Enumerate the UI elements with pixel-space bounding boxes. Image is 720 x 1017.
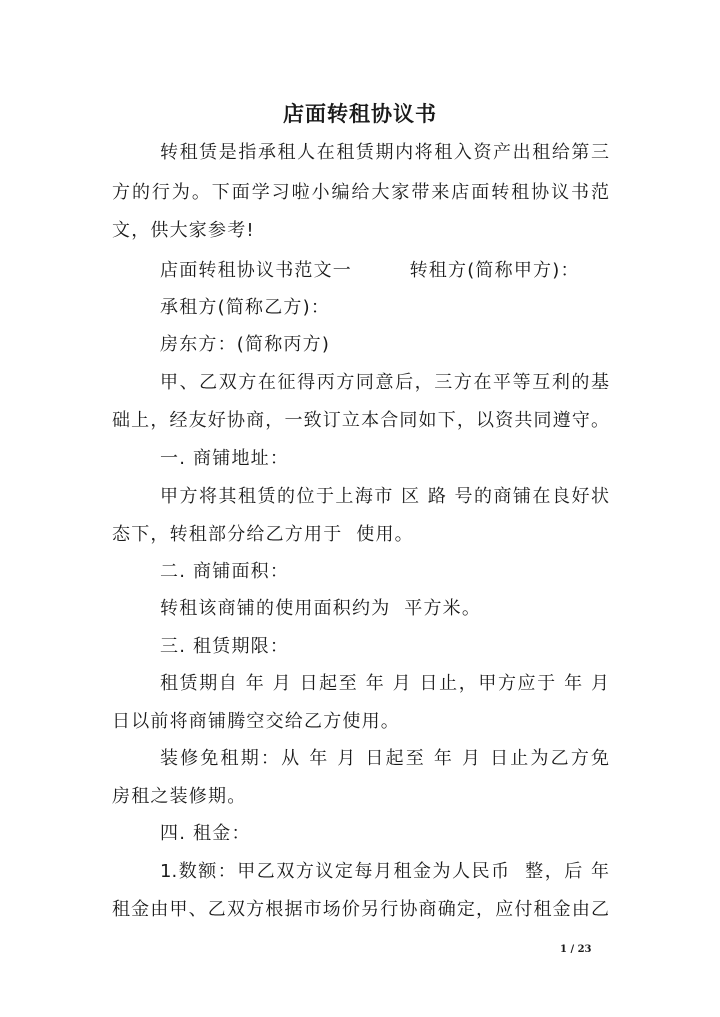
page-number: 1 / 23	[560, 944, 592, 955]
paragraph-line: 装修免租期：从 年 月 日起至 年 月 日止为乙方免	[160, 748, 609, 769]
paragraph-line: 1.数额：甲乙双方议定每月租金为人民币 整，后 年	[160, 861, 609, 882]
paragraph-line: 文，供大家参考!	[112, 220, 255, 241]
paragraph-line: 三. 租赁期限：	[160, 636, 290, 657]
paragraph-line: 租赁期自 年 月 日起至 年 月 日止，甲方应于 年 月	[160, 673, 609, 694]
paragraph-line: 店面转租协议书范文一 转租方(简称甲方)：	[160, 260, 580, 281]
paragraph-line: 日以前将商铺腾空交给乙方使用。	[112, 711, 400, 732]
paragraph-line: 承租方(简称乙方)：	[160, 297, 331, 318]
document-title: 店面转租协议书	[283, 101, 437, 126]
paragraph-line: 房租之装修期。	[112, 786, 247, 807]
paragraph-line: 础上，经友好协商，一致订立本合同如下，以资共同遵守。	[112, 410, 609, 431]
paragraph-line: 一. 商铺地址：	[160, 448, 290, 469]
paragraph-line: 甲方将其租赁的位于上海市 区 路 号的商铺在良好状	[160, 486, 609, 507]
paragraph-line: 四. 租金：	[160, 823, 251, 844]
paragraph-line: 转租该商铺的使用面积约为 平方米。	[160, 598, 482, 619]
paragraph-line: 房东方：(简称丙方)	[160, 334, 331, 355]
paragraph-line: 二. 商铺面积：	[160, 561, 290, 582]
paragraph-line: 态下，转租部分给乙方用于 使用。	[112, 524, 414, 545]
paragraph-line: 租金由甲、乙双方根据市场价另行协商确定，应付租金由乙	[112, 899, 609, 920]
paragraph-line: 甲、乙双方在征得丙方同意后，三方在平等互利的基	[160, 372, 609, 393]
paragraph-line: 转租赁是指承租人在租赁期内将租入资产出租给第三	[160, 142, 609, 163]
paragraph-line: 方的行为。下面学习啦小编给大家带来店面转租协议书范	[112, 182, 609, 203]
